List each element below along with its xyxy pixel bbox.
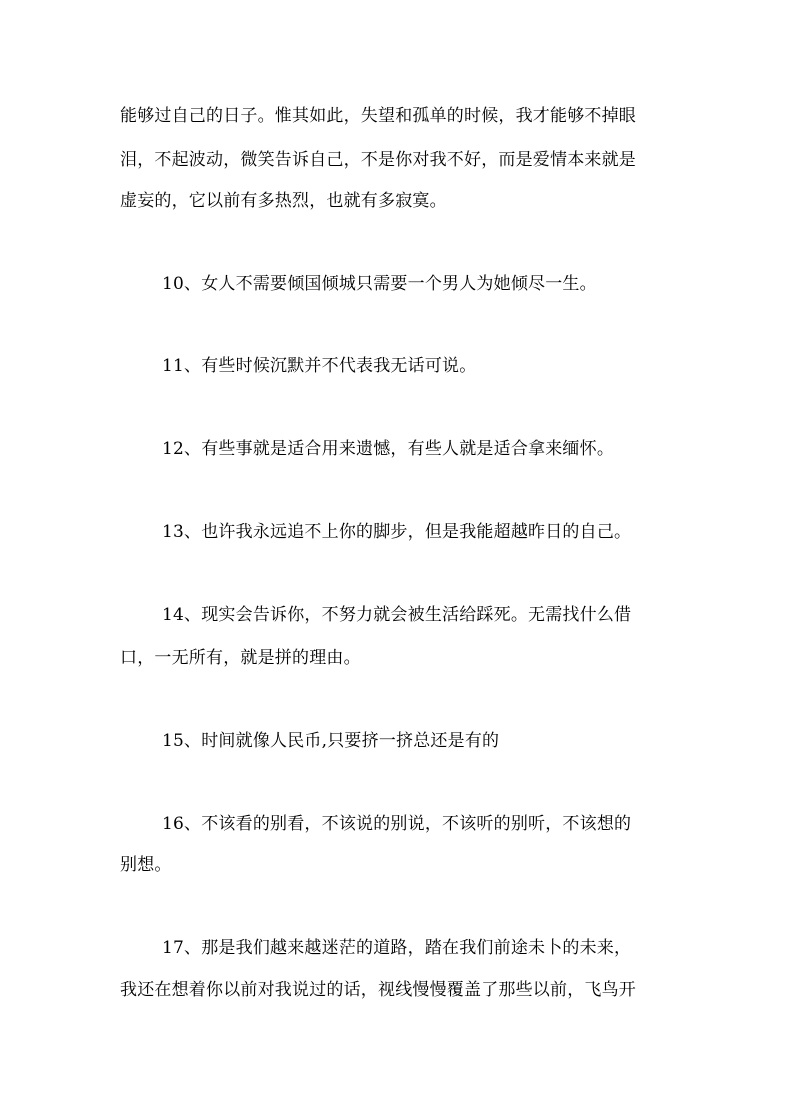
quote-item-16-continued: 别想。 bbox=[120, 855, 172, 875]
quote-item-13: 13、也许我永远追不上你的脚步，但是我能超越昨日的自己。 bbox=[162, 522, 632, 542]
quote-item-10: 10、女人不需要倾国倾城只需要一个男人为她倾尽一生。 bbox=[162, 274, 597, 294]
quote-item-16: 16、不该看的别看，不该说的别说，不该听的别听，不该想的 bbox=[162, 814, 632, 834]
quote-item-11: 11、有些时候沉默并不代表我无话可说。 bbox=[162, 356, 477, 376]
paragraph-line: 泪，不起波动，微笑告诉自己，不是你对我不好，而是爱情本来就是 bbox=[120, 150, 636, 170]
quote-item-17-continued: 我还在想着你以前对我说过的话，视线慢慢覆盖了那些以前，飞鸟开 bbox=[120, 980, 636, 1000]
paragraph-line: 虚妄的，它以前有多热烈，也就有多寂寞。 bbox=[120, 191, 447, 211]
quote-item-17: 17、那是我们越来越迷茫的道路，踏在我们前途未卜的未来， bbox=[162, 938, 632, 958]
quote-item-15: 15、时间就像人民币,只要挤一挤总还是有的 bbox=[162, 731, 500, 751]
paragraph-line: 能够过自己的日子。惟其如此，失望和孤单的时候，我才能够不掉眼 bbox=[120, 106, 636, 126]
quote-item-12: 12、有些事就是适合用来遗憾，有些人就是适合拿来缅怀。 bbox=[162, 439, 615, 459]
quote-item-14: 14、现实会告诉你，不努力就会被生活给踩死。无需找什么借 bbox=[162, 605, 632, 625]
quote-item-14-continued: 口，一无所有，就是拼的理由。 bbox=[120, 648, 361, 668]
